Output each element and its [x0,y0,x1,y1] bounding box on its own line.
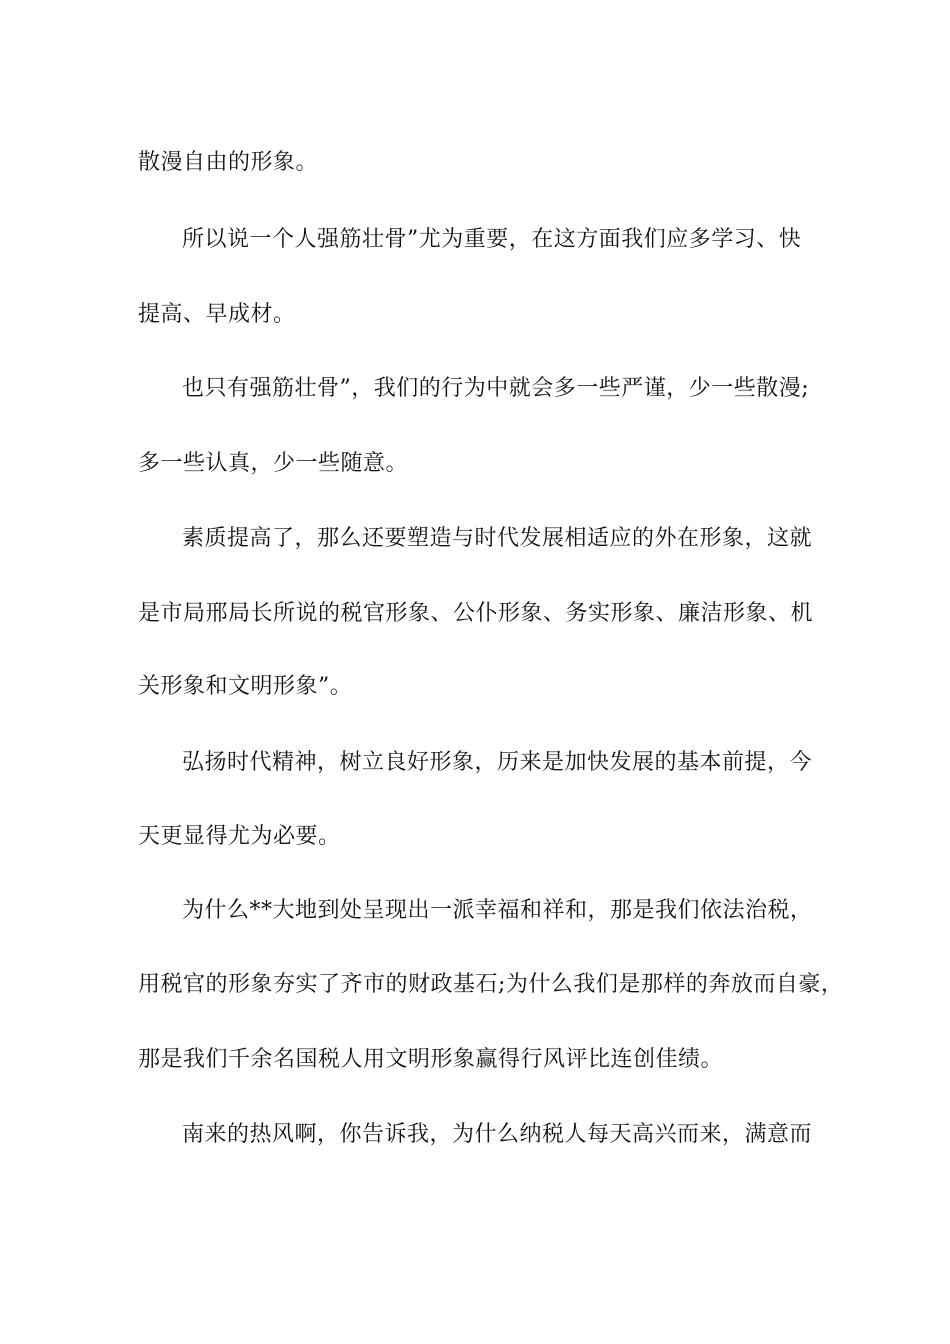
text-line-4: 也只有强筋壮骨”，我们的行为中就会多一些严谨，少一些散漫; [182,376,810,401]
text-line-1: 散漫自由的形象。 [138,150,319,175]
text-line-14: 南来的热风啊，你告诉我，为什么纳税人每天高兴而来，满意而 [182,1122,813,1147]
text-line-9: 弘扬时代精神，树立良好形象，历来是加快发展的基本前提，今 [182,750,813,775]
text-line-13: 那是我们千余名国税人用文明形象赢得行风评比连创佳绩。 [138,1047,724,1072]
text-line-3: 提高、早成材。 [138,302,296,327]
text-line-6: 素质提高了，那么还要塑造与时代发展相适应的外在形象，这就 [182,526,813,551]
text-line-5: 多一些认真，少一些随意。 [138,451,409,476]
text-line-12: 用税官的形象夯实了齐市的财政基石;为什么我们是那样的奔放而自豪， [138,972,844,997]
text-line-7: 是市局邢局长所说的税官形象、公仆形象、务实形象、廉洁形象、机 [138,601,814,626]
text-line-2: 所以说一个人强筋壮骨”尤为重要，在这方面我们应多学习、快 [182,227,802,252]
text-line-10: 天更显得尤为必要。 [138,824,341,849]
text-line-11: 为什么**大地到处呈现出一派幸福和祥和，那是我们依法治税， [182,898,813,923]
text-line-8: 关形象和文明形象”。 [138,674,353,699]
